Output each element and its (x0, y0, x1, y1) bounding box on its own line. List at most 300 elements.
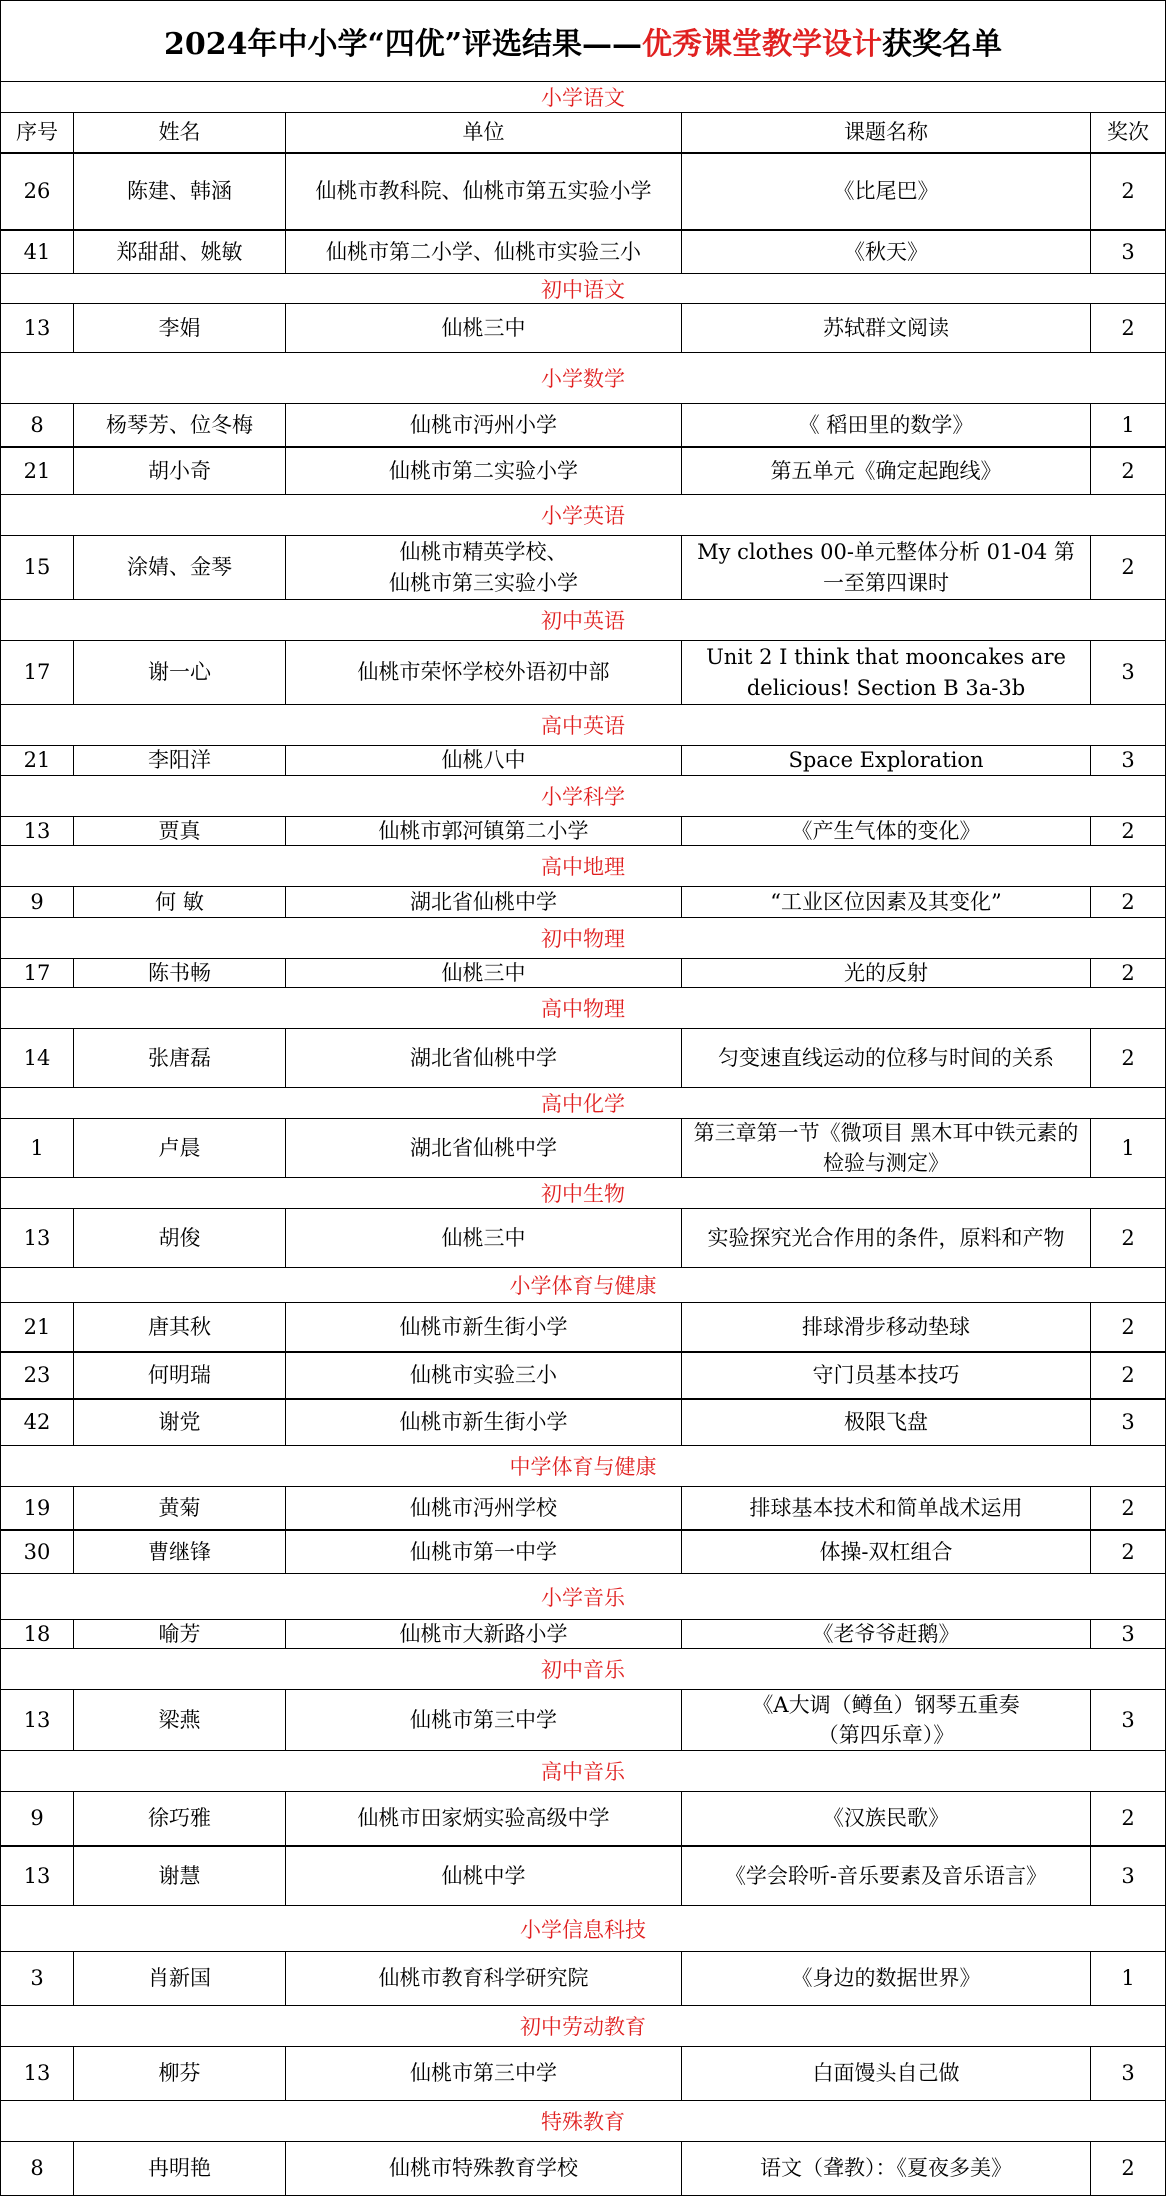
cell-topic (681, 2046, 1091, 2101)
cell-award-text: 2 (1121, 555, 1135, 580)
cell-award (1090, 2046, 1166, 2101)
cell-unit (285, 1846, 682, 1906)
cell-unit-text: 仙桃市教育科学研究院 (378, 1966, 589, 1991)
cell-topic (681, 1302, 1091, 1352)
cell-no (0, 1791, 74, 1846)
cell-name-text: 李娟 (158, 315, 201, 340)
cell-name-text: 郑甜甜、姚敏 (116, 239, 243, 264)
cell-topic (681, 1028, 1091, 1088)
cell-unit (285, 447, 682, 495)
cell-topic (681, 403, 1091, 447)
cell-no (0, 1846, 74, 1906)
cell-topic-text: My clothes 00-单元整体分析 01-04 第一至第四课时 (697, 540, 1075, 595)
cell-topic (681, 1352, 1091, 1399)
cell-topic (681, 1118, 1091, 1178)
cell-topic (681, 1530, 1091, 1574)
cell-topic (681, 816, 1091, 846)
cell-award (1090, 1399, 1166, 1446)
table-row (0, 303, 1166, 353)
cell-topic (681, 2141, 1091, 2196)
cell-name-text: 喻芳 (158, 1621, 201, 1646)
cell-name-text: 李阳洋 (148, 748, 211, 773)
header-label: 课题名称 (844, 120, 928, 145)
section-name: 高中地理 (541, 855, 625, 879)
section-label (0, 2006, 1166, 2046)
cell-award (1090, 153, 1166, 230)
section-name: 小学信息科技 (520, 1917, 646, 1942)
section-label (0, 353, 1166, 403)
cell-name (73, 816, 286, 846)
cell-unit-text: 湖北省仙桃中学 (410, 1135, 557, 1160)
cell-name (73, 1399, 286, 1446)
cell-unit-text: 仙桃市沔州小学 (410, 412, 557, 437)
cell-name (73, 1028, 286, 1088)
cell-no (0, 535, 74, 600)
cell-name (73, 886, 286, 918)
section-name: 初中劳动教育 (520, 2015, 646, 2039)
section-label (0, 705, 1166, 745)
header-label: 序号 (16, 120, 58, 145)
cell-name (73, 403, 286, 447)
section-label (0, 988, 1166, 1028)
cell-topic (681, 230, 1091, 274)
cell-no-text: 21 (23, 748, 51, 773)
cell-topic (681, 153, 1091, 230)
section-name: 初中音乐 (541, 1658, 625, 1682)
cell-topic-text: 《汉族民歌》 (823, 1806, 949, 1831)
cell-topic-text: 《 稻田里的数学》 (798, 412, 974, 437)
table-row (0, 958, 1166, 988)
section-label (0, 274, 1166, 303)
cell-no-text: 9 (30, 889, 44, 914)
cell-unit-text: 仙桃市田家炳实验高级中学 (357, 1806, 610, 1831)
cell-name-text: 梁燕 (158, 1707, 201, 1732)
cell-topic-text: 《A大调（鳟鱼）钢琴五重奏 （第四乐章）》 (752, 1692, 1020, 1747)
cell-unit (285, 303, 682, 353)
section-label (0, 1446, 1166, 1486)
cell-name-text: 冉明艳 (148, 2156, 211, 2181)
cell-unit-text: 仙桃市第三中学 (410, 2061, 557, 2086)
cell-topic-text: Space Exploration (788, 748, 984, 773)
cell-topic-text: 排球滑步移动垫球 (802, 1314, 970, 1339)
title-highlight: 优秀课堂教学设计 (642, 27, 882, 62)
cell-unit (285, 1352, 682, 1399)
cell-award (1090, 535, 1166, 600)
cell-name-text: 肖新国 (148, 1966, 211, 1991)
cell-topic (681, 745, 1091, 776)
title-prefix: 2024年中小学“四优”评选结果—— (163, 27, 642, 62)
cell-name-text: 何 敏 (155, 889, 204, 914)
section-label (0, 1268, 1166, 1302)
cell-unit-text: 仙桃市实验三小 (410, 1363, 557, 1388)
cell-unit (285, 230, 682, 274)
cell-award (1090, 745, 1166, 776)
section-name: 小学体育与健康 (509, 1274, 657, 1298)
cell-topic-text: 光的反射 (844, 960, 928, 985)
section-label (0, 1088, 1166, 1118)
cell-unit-text: 湖北省仙桃中学 (410, 1045, 557, 1070)
cell-name (73, 1352, 286, 1399)
cell-name-text: 张唐磊 (148, 1045, 211, 1070)
cell-award-text: 2 (1121, 818, 1135, 843)
cell-no-text: 17 (23, 960, 51, 985)
cell-no (0, 1118, 74, 1178)
cell-unit-text: 仙桃市沔州学校 (410, 1495, 557, 1520)
cell-award-text: 1 (1121, 1966, 1135, 1991)
cell-no-text: 23 (23, 1363, 51, 1388)
cell-topic-text: 体操-双杠组合 (819, 1539, 953, 1564)
cell-no (0, 1352, 74, 1399)
cell-award-text: 3 (1121, 1410, 1135, 1435)
cell-no (0, 1208, 74, 1268)
cell-no (0, 886, 74, 918)
table-row (0, 1208, 1166, 1268)
cell-topic (681, 958, 1091, 988)
cell-award-text: 2 (1121, 960, 1135, 985)
cell-unit (285, 1118, 682, 1178)
table-row (0, 2141, 1166, 2196)
cell-no-text: 21 (23, 1314, 51, 1339)
cell-unit (285, 535, 682, 600)
cell-award (1090, 1619, 1166, 1649)
cell-unit (285, 1028, 682, 1088)
cell-name (73, 303, 286, 353)
cell-award-text: 2 (1121, 1806, 1135, 1831)
header-cell (0, 112, 74, 153)
cell-name (73, 1791, 286, 1846)
table-row (0, 1399, 1166, 1446)
cell-name (73, 447, 286, 495)
cell-topic-text: 苏轼群文阅读 (823, 315, 949, 340)
cell-topic (681, 1208, 1091, 1268)
table-row (0, 886, 1166, 918)
cell-name (73, 958, 286, 988)
header-cell (1090, 112, 1166, 153)
cell-topic-text: 《产生气体的变化》 (791, 818, 981, 843)
cell-no-text: 30 (23, 1539, 51, 1564)
section-name: 初中语文 (541, 277, 625, 302)
cell-topic (681, 1689, 1091, 1751)
cell-topic-text: 匀变速直线运动的位移与时间的关系 (718, 1045, 1054, 1070)
cell-unit (285, 153, 682, 230)
section-label (0, 918, 1166, 958)
cell-no (0, 403, 74, 447)
table-row (0, 153, 1166, 230)
cell-award (1090, 1208, 1166, 1268)
section-label (0, 495, 1166, 535)
cell-unit (285, 1399, 682, 1446)
section-name: 高中物理 (541, 997, 625, 1021)
section-name: 初中生物 (541, 1182, 625, 1206)
cell-unit (285, 745, 682, 776)
table-row (0, 1689, 1166, 1751)
table-row (0, 2046, 1166, 2101)
cell-topic (681, 1846, 1091, 1906)
cell-topic-text: 极限飞盘 (844, 1410, 928, 1435)
cell-name-text: 柳芬 (158, 2061, 201, 2086)
cell-name (73, 153, 286, 230)
cell-unit-text: 仙桃市郭河镇第二小学 (378, 818, 589, 843)
cell-award (1090, 1118, 1166, 1178)
cell-no (0, 640, 74, 705)
cell-award-text: 3 (1121, 239, 1135, 264)
cell-name-text: 谢党 (158, 1410, 201, 1435)
cell-no-text: 13 (23, 315, 51, 340)
cell-unit (285, 1619, 682, 1649)
cell-award-text: 3 (1121, 1621, 1135, 1646)
cell-unit-text: 仙桃市大新路小学 (399, 1621, 568, 1646)
cell-unit-text: 仙桃市新生街小学 (399, 1314, 568, 1339)
table-row (0, 1486, 1166, 1530)
cell-name (73, 1530, 286, 1574)
section-label (0, 1178, 1166, 1208)
cell-award-text: 3 (1121, 2061, 1135, 2086)
cell-topic-text: 《学会聆听-音乐要素及音乐语言》 (724, 1863, 1048, 1888)
cell-award (1090, 1028, 1166, 1088)
cell-unit (285, 1208, 682, 1268)
cell-unit (285, 1530, 682, 1574)
cell-award (1090, 1352, 1166, 1399)
cell-no-text: 13 (23, 2061, 51, 2086)
cell-award (1090, 1530, 1166, 1574)
cell-no-text: 13 (23, 1225, 51, 1250)
cell-name-text: 涂婧、金琴 (127, 555, 232, 580)
cell-unit (285, 886, 682, 918)
cell-topic-text: 实验探究光合作用的条件，原料和产物 (707, 1225, 1065, 1250)
cell-topic-text: 《比尾巴》 (833, 179, 939, 204)
section-label (0, 1751, 1166, 1791)
cell-award (1090, 1302, 1166, 1352)
cell-topic-text: 排球基本技术和简单战术运用 (749, 1495, 1023, 1520)
cell-name (73, 230, 286, 274)
table-row (0, 1846, 1166, 1906)
cell-unit-text: 仙桃三中 (441, 960, 526, 985)
section-label (0, 600, 1166, 640)
cell-topic (681, 1619, 1091, 1649)
cell-topic-text: 《老爷爷赶鹅》 (812, 1621, 960, 1646)
cell-no (0, 745, 74, 776)
section-label (0, 1906, 1166, 1951)
cell-name-text: 谢一心 (148, 660, 211, 685)
cell-no-text: 8 (30, 2156, 44, 2181)
cell-name (73, 1846, 286, 1906)
cell-topic (681, 447, 1091, 495)
cell-no (0, 2141, 74, 2196)
cell-unit (285, 403, 682, 447)
table-row (0, 745, 1166, 776)
table-row (0, 447, 1166, 495)
header-cell (73, 112, 286, 153)
table-row (0, 403, 1166, 447)
cell-name (73, 1118, 286, 1178)
cell-award (1090, 1951, 1166, 2006)
header-label: 单位 (462, 120, 505, 145)
cell-name-text: 杨琴芳、位冬梅 (106, 412, 253, 437)
cell-unit-text: 仙桃市新生街小学 (399, 1410, 568, 1435)
cell-no-text: 17 (23, 660, 51, 685)
table-row (0, 1352, 1166, 1399)
section-label (0, 846, 1166, 886)
cell-topic-text: Unit 2 I think that mooncakes are delicious! Section B 3a-3b (706, 645, 1066, 700)
section-label (0, 776, 1166, 816)
cell-no (0, 1399, 74, 1446)
cell-no (0, 447, 74, 495)
cell-award (1090, 1791, 1166, 1846)
cell-award (1090, 640, 1166, 705)
cell-unit (285, 2141, 682, 2196)
cell-no (0, 303, 74, 353)
header-cell (285, 112, 682, 153)
cell-topic-text: 第三章第一节《微项目 黑木耳中铁元素的检验与测定》 (693, 1120, 1079, 1175)
cell-no-text: 14 (23, 1045, 51, 1070)
cell-no (0, 816, 74, 846)
cell-no (0, 1486, 74, 1530)
cell-topic (681, 886, 1091, 918)
cell-award-text: 2 (1121, 179, 1135, 204)
table-row (0, 640, 1166, 705)
section-name: 小学语文 (541, 86, 625, 110)
cell-topic (681, 640, 1091, 705)
cell-award-text: 1 (1121, 1135, 1135, 1160)
table-row (0, 1302, 1166, 1352)
table-row (0, 535, 1166, 600)
cell-award-text: 2 (1121, 1495, 1135, 1520)
section-name: 高中音乐 (541, 1760, 625, 1784)
cell-topic (681, 1399, 1091, 1446)
cell-award (1090, 1689, 1166, 1751)
cell-name (73, 1208, 286, 1268)
cell-name (73, 2141, 286, 2196)
cell-no (0, 958, 74, 988)
cell-name (73, 1689, 286, 1751)
cell-name (73, 1486, 286, 1530)
table-row (0, 1791, 1166, 1846)
cell-name (73, 1302, 286, 1352)
cell-unit (285, 958, 682, 988)
cell-unit-text: 仙桃市第三中学 (410, 1707, 557, 1732)
cell-topic (681, 1951, 1091, 2006)
cell-name-text: 胡小奇 (148, 458, 211, 483)
cell-unit-text: 仙桃市精英学校、 仙桃市第三实验小学 (389, 540, 578, 595)
cell-award-text: 2 (1121, 458, 1135, 483)
cell-no-text: 41 (23, 239, 51, 264)
cell-no-text: 26 (23, 179, 51, 204)
table-header (0, 112, 1166, 153)
cell-award-text: 3 (1121, 748, 1135, 773)
cell-award-text: 2 (1121, 1539, 1135, 1564)
cell-no-text: 3 (30, 1966, 44, 1991)
cell-no-text: 8 (30, 412, 44, 437)
cell-name-text: 谢慧 (158, 1863, 201, 1888)
cell-no-text: 13 (23, 818, 51, 843)
section-label (0, 2101, 1166, 2141)
cell-award-text: 1 (1121, 412, 1135, 437)
section-name: 高中化学 (541, 1092, 625, 1116)
cell-unit-text: 仙桃市教科院、仙桃市第五实验小学 (315, 179, 652, 204)
cell-award-text: 2 (1121, 315, 1135, 340)
cell-name-text: 贾真 (158, 818, 201, 843)
table-row (0, 1530, 1166, 1574)
cell-topic-text: 守门员基本技巧 (812, 1363, 960, 1388)
cell-award (1090, 230, 1166, 274)
cell-name-text: 胡俊 (158, 1225, 201, 1250)
cell-award (1090, 403, 1166, 447)
cell-unit (285, 816, 682, 846)
section-label (0, 1649, 1166, 1689)
cell-name (73, 745, 286, 776)
cell-award-text: 2 (1121, 1045, 1135, 1070)
cell-award-text: 3 (1121, 1707, 1135, 1732)
cell-topic-text: 《秋天》 (844, 239, 928, 264)
cell-name-text: 黄菊 (158, 1495, 201, 1520)
section-name: 特殊教育 (541, 2110, 625, 2134)
cell-unit (285, 1951, 682, 2006)
section-name: 小学音乐 (541, 1585, 625, 1610)
cell-unit-text: 仙桃八中 (441, 748, 526, 773)
section-label (0, 82, 1166, 112)
cell-no-text: 21 (23, 458, 51, 483)
document-title (0, 0, 1166, 82)
cell-unit-text: 仙桃市第二实验小学 (389, 458, 578, 483)
cell-topic-text: “工业区位因素及其变化” (770, 889, 1002, 914)
section-name: 高中英语 (541, 714, 625, 738)
section-name: 初中物理 (541, 927, 625, 951)
cell-award-text: 2 (1121, 1314, 1135, 1339)
section-label (0, 1574, 1166, 1619)
cell-award-text: 2 (1121, 1363, 1135, 1388)
cell-no-text: 13 (23, 1863, 51, 1888)
section-name: 小学数学 (541, 367, 625, 391)
cell-no (0, 2046, 74, 2101)
cell-no-text: 42 (23, 1410, 51, 1435)
cell-unit-text: 仙桃市荣怀学校外语初中部 (357, 660, 610, 685)
cell-unit-text: 仙桃市第二小学、仙桃市实验三小 (326, 239, 641, 264)
cell-topic-text: 白面馒头自己做 (812, 2061, 960, 2086)
cell-award (1090, 303, 1166, 353)
cell-name (73, 1619, 286, 1649)
cell-name (73, 1951, 286, 2006)
table-row (0, 816, 1166, 846)
cell-unit (285, 1486, 682, 1530)
cell-topic (681, 303, 1091, 353)
cell-no (0, 1689, 74, 1751)
cell-topic (681, 1486, 1091, 1530)
cell-unit-text: 仙桃三中 (441, 315, 526, 340)
cell-unit-text: 仙桃三中 (441, 1225, 526, 1250)
cell-topic (681, 535, 1091, 600)
header-cell (681, 112, 1091, 153)
cell-award-text: 2 (1121, 889, 1135, 914)
cell-award (1090, 886, 1166, 918)
cell-award-text: 3 (1121, 1863, 1135, 1888)
cell-unit-text: 湖北省仙桃中学 (410, 889, 557, 914)
section-name: 初中英语 (541, 609, 625, 633)
cell-award (1090, 958, 1166, 988)
cell-award-text: 2 (1121, 1225, 1135, 1250)
cell-name-text: 徐巧雅 (148, 1806, 211, 1831)
cell-award (1090, 1486, 1166, 1530)
cell-no-text: 1 (30, 1135, 44, 1160)
cell-name-text: 何明瑞 (148, 1363, 211, 1388)
cell-topic-text: 《身边的数据世界》 (791, 1966, 981, 1991)
cell-no (0, 153, 74, 230)
cell-unit (285, 640, 682, 705)
cell-no-text: 13 (23, 1707, 51, 1732)
cell-unit (285, 1689, 682, 1751)
section-name: 小学英语 (541, 504, 625, 528)
table-row (0, 1028, 1166, 1088)
cell-no-text: 18 (23, 1621, 51, 1646)
